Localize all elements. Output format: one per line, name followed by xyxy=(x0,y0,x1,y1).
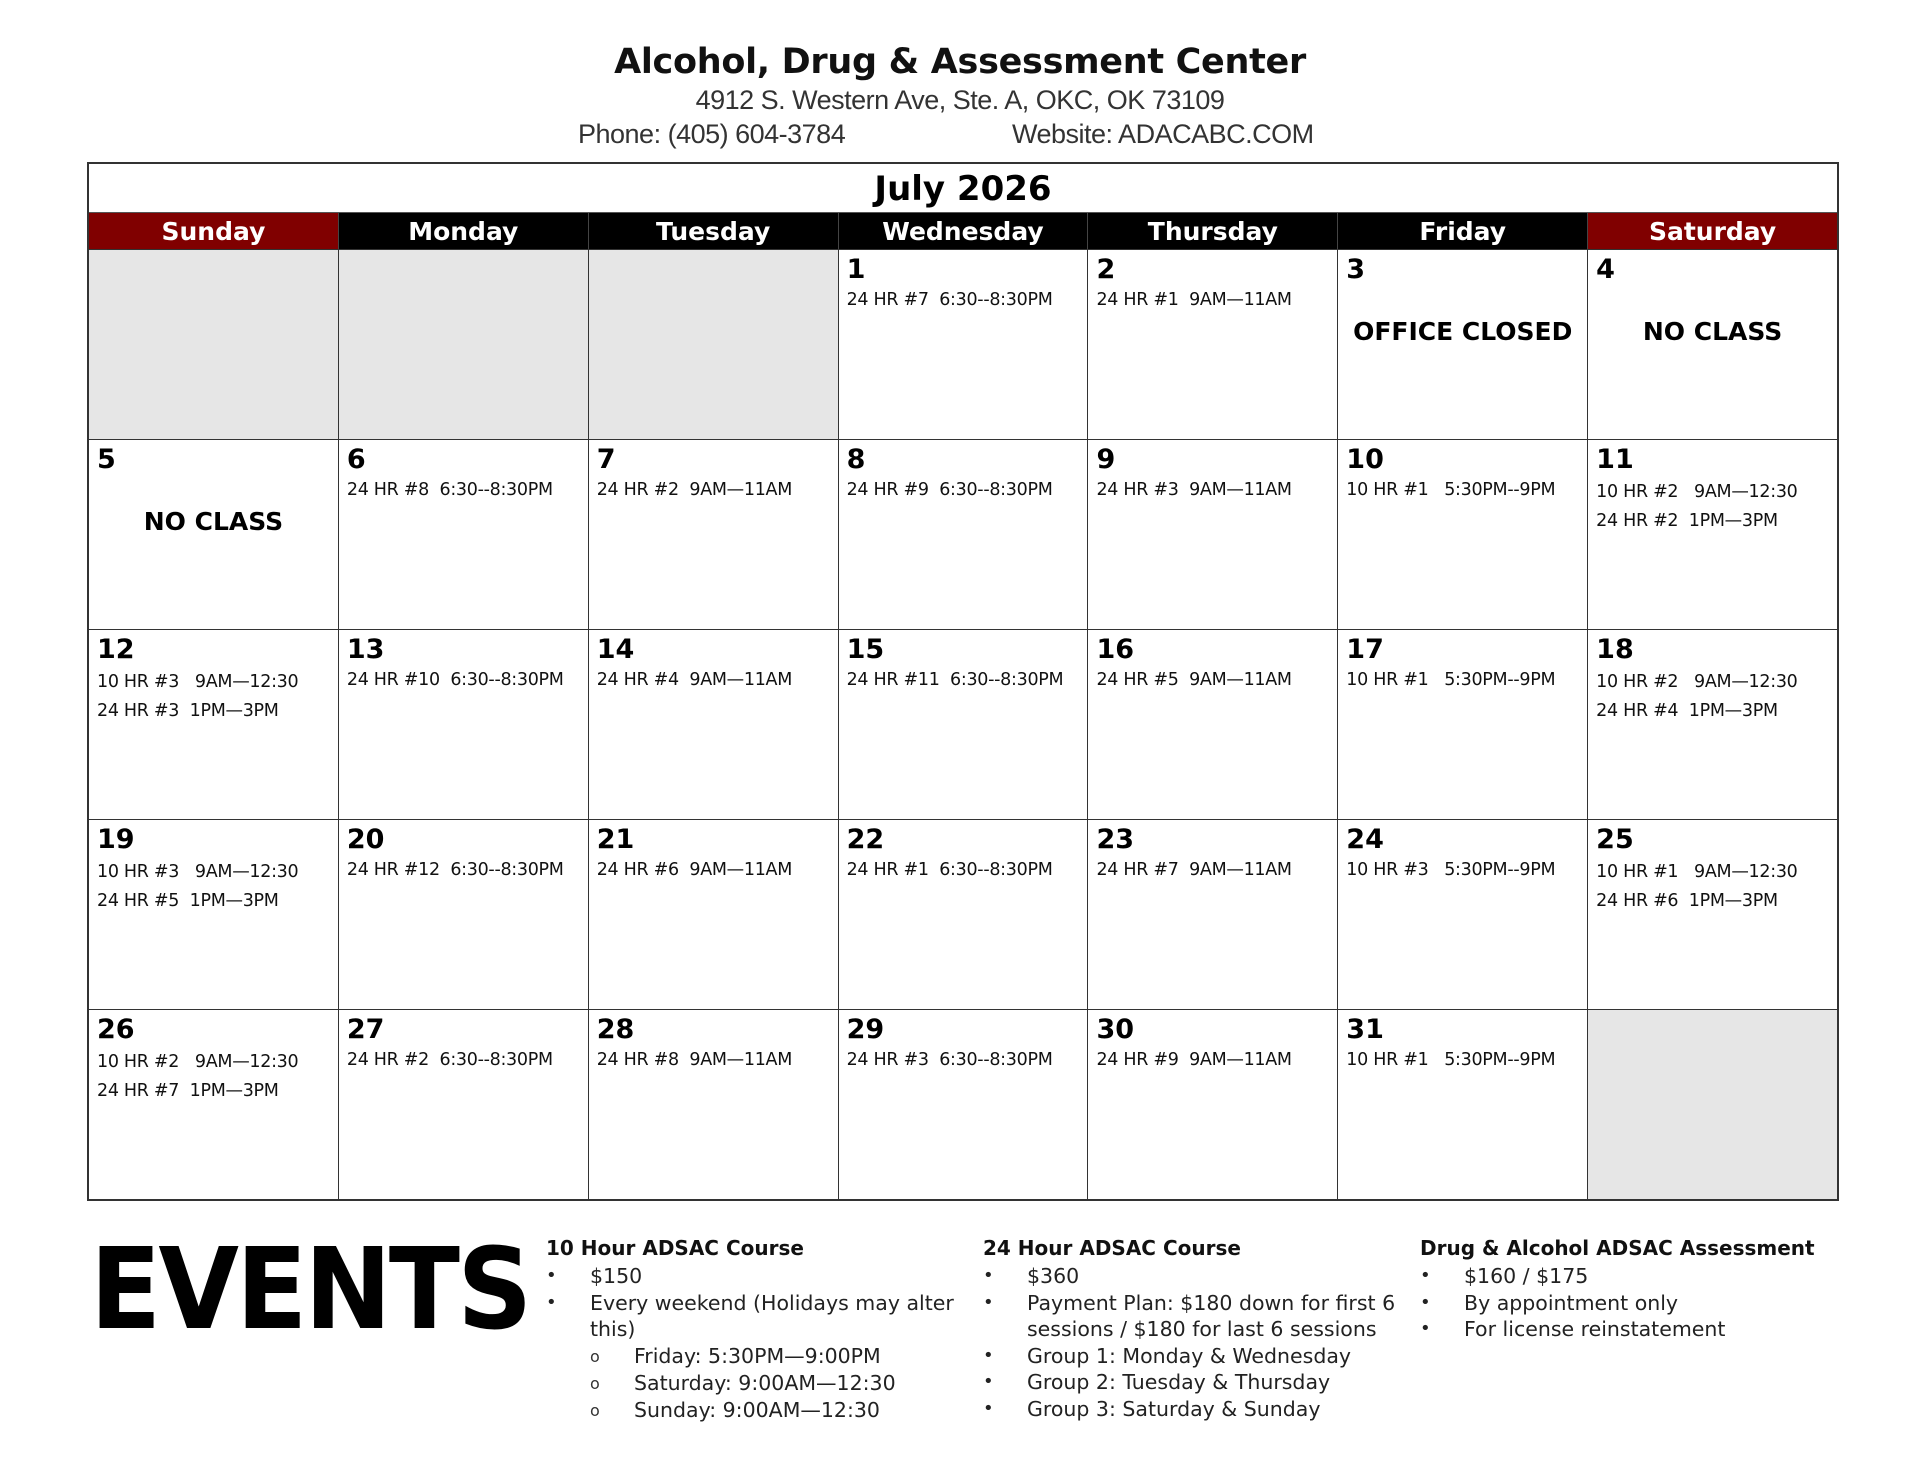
bullet-icon: • xyxy=(1420,1291,1431,1313)
day-entries xyxy=(1096,1046,1329,1075)
hollow-bullet-icon: o xyxy=(590,1373,600,1393)
class-session: 24 HR #5 1PM—3PM xyxy=(97,891,279,911)
event-item-text: $160 / $175 xyxy=(1464,1264,1589,1288)
day-cell xyxy=(1338,630,1588,819)
day-entries xyxy=(847,666,1080,695)
bullet-icon: • xyxy=(546,1265,557,1286)
day-cell xyxy=(1588,820,1837,1009)
org-address: 4912 S. Western Ave, Ste. A, OKC, OK 73109 xyxy=(695,85,1225,115)
class-session: 10 HR #2 9AM—12:30 xyxy=(97,1052,299,1072)
weekday-header-tuesday: Tuesday xyxy=(589,213,839,249)
class-session: 24 HR #2 9AM—11AM xyxy=(596,480,792,500)
event-list xyxy=(1420,1263,1850,1343)
class-session: 10 HR #1 5:30PM--9PM xyxy=(1346,670,1556,690)
day-number: 8 xyxy=(846,444,866,475)
bullet-icon: • xyxy=(983,1397,994,1419)
day-entries xyxy=(597,666,830,695)
day-entries xyxy=(1596,668,1829,726)
class-session: 10 HR #1 5:30PM--9PM xyxy=(1346,1050,1556,1070)
event-item-text: $360 xyxy=(1027,1264,1080,1288)
class-session: 24 HR #5 9AM—11AM xyxy=(1096,670,1292,690)
day-cell xyxy=(1088,630,1338,819)
day-entries xyxy=(1346,1046,1579,1075)
day-entries xyxy=(847,856,1080,885)
day-entries xyxy=(847,286,1080,315)
hollow-bullet-icon: o xyxy=(590,1400,600,1420)
class-session: 24 HR #1 9AM—11AM xyxy=(1096,290,1292,310)
event-item xyxy=(983,1396,1413,1423)
day-number: 14 xyxy=(596,634,635,665)
day-number: 23 xyxy=(1096,824,1135,855)
class-session: 24 HR #3 9AM—11AM xyxy=(1096,480,1292,500)
class-session: 24 HR #2 6:30--8:30PM xyxy=(346,1050,553,1070)
class-session: 24 HR #3 1PM—3PM xyxy=(97,701,279,721)
day-cell xyxy=(839,630,1089,819)
event-list xyxy=(983,1263,1413,1422)
event-item xyxy=(1420,1263,1850,1290)
week-row xyxy=(89,439,1837,629)
month-calendar xyxy=(87,162,1839,1201)
class-session: 10 HR #3 9AM—12:30 xyxy=(97,672,299,692)
class-session: 10 HR #1 9AM—12:30 xyxy=(1596,862,1798,882)
weekday-header-monday: Monday xyxy=(339,213,589,249)
day-cell xyxy=(1338,250,1588,439)
day-entries xyxy=(1346,476,1579,505)
day-note: NO CLASS xyxy=(143,507,284,536)
event-item xyxy=(1420,1290,1850,1317)
day-number: 18 xyxy=(1596,634,1634,665)
event-item xyxy=(983,1263,1413,1290)
org-name: Alcohol, Drug & Assessment Center xyxy=(614,42,1306,82)
event-item-text: Group 1: Monday & Wednesday xyxy=(1027,1343,1352,1368)
org-header xyxy=(0,40,1920,116)
day-entries xyxy=(97,858,330,916)
week-row xyxy=(89,629,1837,819)
org-phone: Phone: (405) 604-3784 xyxy=(578,119,846,149)
event-item-text: Every weekend (Holidays may alter this) xyxy=(590,1290,954,1341)
bullet-icon: • xyxy=(1420,1265,1431,1286)
org-website: Website: ADACABC.COM xyxy=(1012,119,1314,149)
day-cell xyxy=(89,630,339,819)
class-session: 24 HR #1 6:30--8:30PM xyxy=(846,860,1053,880)
weekday-header-thursday: Thursday xyxy=(1088,213,1338,249)
event-sub-item-text: Saturday: 9:00AM—12:30 xyxy=(634,1370,896,1395)
class-session: 24 HR #6 1PM—3PM xyxy=(1596,891,1778,911)
day-number: 9 xyxy=(1096,444,1116,475)
day-entries xyxy=(597,476,830,505)
event-item-text: Group 2: Tuesday & Thursday xyxy=(1027,1370,1331,1394)
day-number: 24 xyxy=(1346,824,1384,855)
day-cell xyxy=(1588,440,1837,629)
class-session: 24 HR #7 6:30--8:30PM xyxy=(846,290,1053,310)
day-number: 30 xyxy=(1096,1014,1135,1045)
day-cell xyxy=(839,820,1089,1009)
day-cell xyxy=(1338,1010,1588,1199)
event-item-text: Group 3: Saturday & Sunday xyxy=(1027,1396,1321,1421)
class-session: 24 HR #7 9AM—11AM xyxy=(1096,860,1292,880)
day-cell xyxy=(839,440,1089,629)
day-entries xyxy=(597,856,830,885)
class-session: 24 HR #6 9AM—11AM xyxy=(596,860,792,880)
event-sub-item xyxy=(590,1370,976,1397)
class-session: 10 HR #2 9AM—12:30 xyxy=(1596,482,1798,502)
event-list xyxy=(546,1263,976,1424)
class-session: 24 HR #12 6:30--8:30PM xyxy=(346,860,564,880)
day-cell-empty xyxy=(89,250,339,439)
event-item xyxy=(983,1343,1413,1370)
event-assessment xyxy=(1420,1233,1850,1343)
weekday-header-wednesday: Wednesday xyxy=(839,213,1089,249)
class-session: 24 HR #9 6:30--8:30PM xyxy=(846,480,1053,500)
day-number: 2 xyxy=(1096,254,1116,285)
day-cell xyxy=(839,1010,1089,1199)
day-number: 17 xyxy=(1346,634,1384,665)
weekday-header-row xyxy=(89,213,1837,249)
day-number: 22 xyxy=(846,824,885,855)
event-item-text: $150 xyxy=(590,1264,643,1288)
day-cell xyxy=(589,440,839,629)
class-session: 24 HR #9 9AM—11AM xyxy=(1096,1050,1292,1070)
bullet-icon: • xyxy=(983,1344,994,1366)
day-cell xyxy=(89,820,339,1009)
hollow-bullet-icon: o xyxy=(590,1346,600,1366)
event-item xyxy=(983,1369,1413,1396)
weekday-header-sunday: Sunday xyxy=(89,213,339,249)
day-number: 26 xyxy=(97,1014,135,1045)
day-number: 21 xyxy=(596,824,635,855)
day-entries xyxy=(1346,856,1579,885)
day-number: 19 xyxy=(97,824,135,855)
day-entries xyxy=(1096,666,1329,695)
class-session: 24 HR #4 1PM—3PM xyxy=(1596,701,1778,721)
day-number: 25 xyxy=(1596,824,1634,855)
day-number: 6 xyxy=(346,444,366,475)
day-cell xyxy=(339,1010,589,1199)
day-cell xyxy=(839,250,1089,439)
day-number: 10 xyxy=(1346,444,1384,475)
calendar-weeks xyxy=(89,249,1837,1199)
events-heading: EVENTS xyxy=(90,1225,530,1355)
day-entries xyxy=(97,668,330,726)
event-sub-item-text: Friday: 5:30PM—9:00PM xyxy=(634,1343,881,1368)
day-cell xyxy=(589,1010,839,1199)
class-session: 10 HR #3 5:30PM--9PM xyxy=(1346,860,1556,880)
day-entries xyxy=(597,1046,830,1075)
day-cell xyxy=(1588,630,1837,819)
class-session: 24 HR #7 1PM—3PM xyxy=(97,1081,279,1101)
bullet-icon: • xyxy=(546,1291,557,1313)
event-sub-item-text: Sunday: 9:00AM—12:30 xyxy=(634,1397,880,1422)
event-24-hour-course xyxy=(983,1233,1413,1422)
week-row xyxy=(89,249,1837,439)
day-number: 13 xyxy=(346,634,385,665)
day-number: 1 xyxy=(846,254,866,285)
day-number: 28 xyxy=(596,1014,635,1045)
class-session: 24 HR #8 6:30--8:30PM xyxy=(346,480,553,500)
day-cell xyxy=(1588,250,1837,439)
event-sub-list xyxy=(590,1343,976,1424)
day-cell-empty xyxy=(1588,1010,1837,1199)
event-item xyxy=(1420,1316,1850,1343)
day-entries xyxy=(1346,666,1579,695)
day-entries xyxy=(1096,476,1329,505)
event-item-text: By appointment only xyxy=(1464,1290,1679,1315)
day-note: NO CLASS xyxy=(1642,317,1783,346)
class-session: 24 HR #2 1PM—3PM xyxy=(1596,511,1778,531)
event-item xyxy=(983,1290,1413,1343)
event-title: 10 Hour ADSAC Course xyxy=(546,1236,804,1260)
class-session: 24 HR #4 9AM—11AM xyxy=(596,670,792,690)
weekday-header-friday: Friday xyxy=(1338,213,1588,249)
day-number: 16 xyxy=(1096,634,1135,665)
class-session: 24 HR #3 6:30--8:30PM xyxy=(846,1050,1053,1070)
class-session: 10 HR #2 9AM—12:30 xyxy=(1596,672,1798,692)
day-note: OFFICE CLOSED xyxy=(1353,317,1573,346)
week-row xyxy=(89,819,1837,1009)
day-entries xyxy=(97,1048,330,1106)
weekday-header-saturday: Saturday xyxy=(1588,213,1837,249)
day-entries xyxy=(347,666,580,695)
calendar-month-title: July 2026 xyxy=(89,164,1837,213)
day-entries xyxy=(347,856,580,885)
day-entries xyxy=(347,1046,580,1075)
bullet-icon: • xyxy=(983,1265,994,1286)
day-cell xyxy=(1088,440,1338,629)
bullet-icon: • xyxy=(983,1291,994,1313)
day-number: 3 xyxy=(1346,254,1366,285)
day-cell-empty xyxy=(589,250,839,439)
event-title: 24 Hour ADSAC Course xyxy=(983,1236,1241,1260)
event-item-text: Payment Plan: $180 down for first 6 sessions / $180 for last 6 sessions xyxy=(1027,1290,1396,1341)
event-10-hour-course xyxy=(546,1233,976,1424)
day-number: 12 xyxy=(97,634,135,665)
day-entries xyxy=(847,476,1080,505)
day-number: 7 xyxy=(596,444,616,475)
day-number: 31 xyxy=(1346,1014,1384,1045)
day-cell xyxy=(1088,820,1338,1009)
event-title: Drug & Alcohol ADSAC Assessment xyxy=(1420,1236,1815,1260)
day-cell xyxy=(589,630,839,819)
day-cell xyxy=(339,820,589,1009)
day-cell xyxy=(339,440,589,629)
day-entries xyxy=(1096,286,1329,315)
event-item xyxy=(546,1263,976,1290)
class-session: 10 HR #1 5:30PM--9PM xyxy=(1346,480,1556,500)
day-number: 4 xyxy=(1596,254,1615,285)
day-cell xyxy=(589,820,839,1009)
day-number: 11 xyxy=(1596,444,1634,475)
day-entries xyxy=(847,1046,1080,1075)
event-sub-item xyxy=(590,1343,976,1370)
day-cell xyxy=(1338,820,1588,1009)
day-entries xyxy=(1096,856,1329,885)
day-cell xyxy=(339,630,589,819)
day-cell xyxy=(1088,250,1338,439)
day-cell xyxy=(89,1010,339,1199)
class-session: 24 HR #8 9AM—11AM xyxy=(596,1050,792,1070)
week-row xyxy=(89,1009,1837,1199)
day-cell xyxy=(1088,1010,1338,1199)
class-session: 10 HR #3 9AM—12:30 xyxy=(97,862,299,882)
day-number: 29 xyxy=(846,1014,885,1045)
event-item-text: For license reinstatement xyxy=(1464,1317,1726,1341)
day-entries xyxy=(347,476,580,505)
day-number: 5 xyxy=(97,444,116,475)
bullet-icon: • xyxy=(1420,1318,1431,1339)
day-number: 27 xyxy=(346,1014,385,1045)
class-session: 24 HR #10 6:30--8:30PM xyxy=(346,670,564,690)
bullet-icon: • xyxy=(983,1371,994,1392)
event-item xyxy=(546,1290,976,1343)
day-entries xyxy=(1596,858,1829,916)
day-number: 15 xyxy=(846,634,885,665)
day-cell-empty xyxy=(339,250,589,439)
day-cell xyxy=(1338,440,1588,629)
class-session: 24 HR #11 6:30--8:30PM xyxy=(846,670,1064,690)
event-sub-item xyxy=(590,1397,976,1424)
day-cell xyxy=(89,440,339,629)
day-number: 20 xyxy=(346,824,385,855)
day-entries xyxy=(1596,478,1829,536)
